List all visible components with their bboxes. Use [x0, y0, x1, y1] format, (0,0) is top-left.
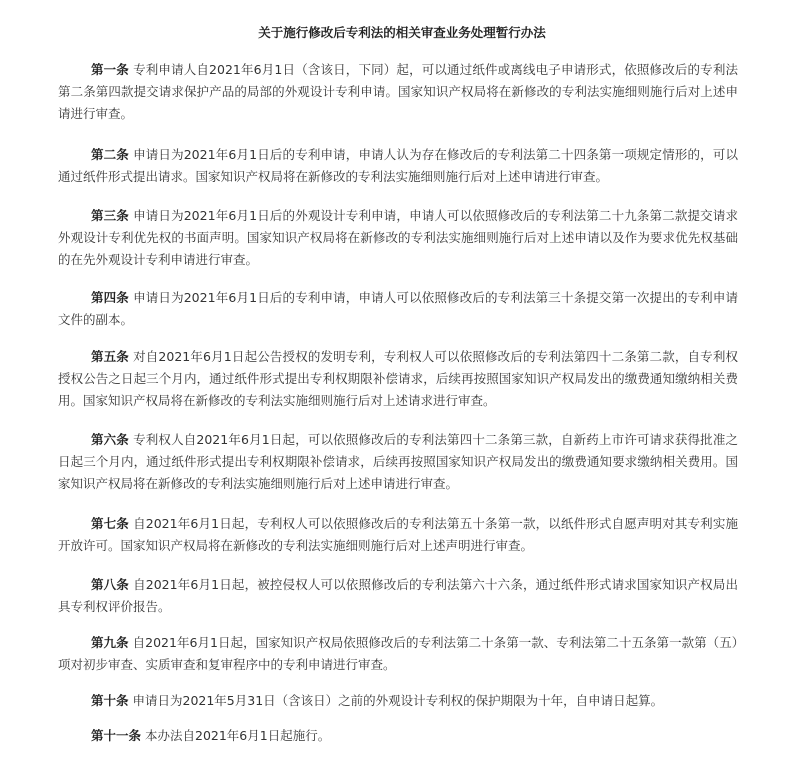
article-number: 第十一条 [91, 728, 142, 743]
article-text: 专利权人自2021年6月1日起，可以依照修改后的专利法第四十二条第三款，自新药上市许可请求获得批准之日起三个月内，通过纸件形式提出专利权期限补偿请求，后续再按照国家知识产权局发出的缴费通知要求缴纳相关费用。国家知识产权局将在新修改的专利法实施细则施行后对上述申请进行审查。 [58, 432, 738, 491]
article-text: 对自2021年6月1日起公告授权的发明专利，专利权人可以依照修改后的专利法第四十二条第二款，自专利权授权公告之日起三个月内，通过纸件形式提出专利权期限补偿请求，后续再按照国家知识产权局发出的缴费通知缴纳相关费用。国家知识产权局将在新修改的专利法实施细则施行后对上述请求进行审查。 [58, 349, 738, 408]
article-5 [58, 346, 738, 412]
document-title: 关于施行修改后专利法的相关审查业务处理暂行办法 [258, 25, 546, 40]
article-2 [58, 144, 738, 188]
article-6 [58, 429, 738, 495]
article-7 [58, 513, 738, 557]
article-text: 自2021年6月1日起，国家知识产权局依照修改后的专利法第二十条第一款、专利法第二十五条第一款第（五）项对初步审查、实质审查和复审程序中的专利申请进行审查。 [58, 635, 738, 672]
article-number: 第九条 [91, 635, 129, 650]
article-text: 申请日为2021年6月1日后的外观设计专利申请，申请人可以依照修改后的专利法第二十九条第二款提交请求外观设计专利优先权的书面声明。国家知识产权局将在新修改的专利法实施细则施行后对上述申请以及作为要求优先权基础的在先外观设计专利申请进行审查。 [58, 208, 738, 267]
article-3 [58, 205, 738, 271]
article-text: 自2021年6月1日起，被控侵权人可以依照修改后的专利法第六十六条，通过纸件形式请求国家知识产权局出具专利权评价报告。 [58, 577, 738, 614]
article-number: 第三条 [91, 208, 129, 223]
article-number: 第十条 [91, 693, 129, 708]
article-9 [58, 632, 738, 676]
article-text: 申请日为2021年5月31日（含该日）之前的外观设计专利权的保护期限为十年，自申请日起算。 [132, 693, 664, 708]
article-11 [58, 725, 738, 747]
article-text: 申请日为2021年6月1日后的专利申请，申请人认为存在修改后的专利法第二十四条第一项规定情形的，可以通过纸件形式提出请求。国家知识产权局将在新修改的专利法实施细则施行后对上述申请进行审查。 [58, 147, 738, 184]
article-number: 第四条 [91, 290, 129, 305]
article-4 [58, 287, 738, 331]
article-number: 第六条 [91, 432, 129, 447]
article-number: 第五条 [91, 349, 129, 364]
article-text: 本办法自2021年6月1日起施行。 [145, 728, 331, 743]
article-text: 自2021年6月1日起，专利权人可以依照修改后的专利法第五十条第一款，以纸件形式自愿声明对其专利实施开放许可。国家知识产权局将在新修改的专利法实施细则施行后对上述声明进行审查。 [58, 516, 738, 553]
article-10 [58, 690, 738, 712]
article-number: 第八条 [91, 577, 129, 592]
article-number: 第七条 [91, 516, 129, 531]
article-8 [58, 574, 738, 618]
article-text: 专利申请人自2021年6月1日（含该日，下同）起，可以通过纸件或离线电子申请形式，依照修改后的专利法第二条第四款提交请求保护产品的局部的外观设计专利申请。国家知识产权局将在新修改的专利法实施细则施行后对上述申请进行审查。 [58, 62, 738, 121]
article-1 [58, 59, 738, 125]
article-number: 第二条 [91, 147, 129, 162]
article-number: 第一条 [91, 62, 129, 77]
article-text: 申请日为2021年6月1日后的专利申请，申请人可以依照修改后的专利法第三十条提交第一次提出的专利申请文件的副本。 [58, 290, 738, 327]
